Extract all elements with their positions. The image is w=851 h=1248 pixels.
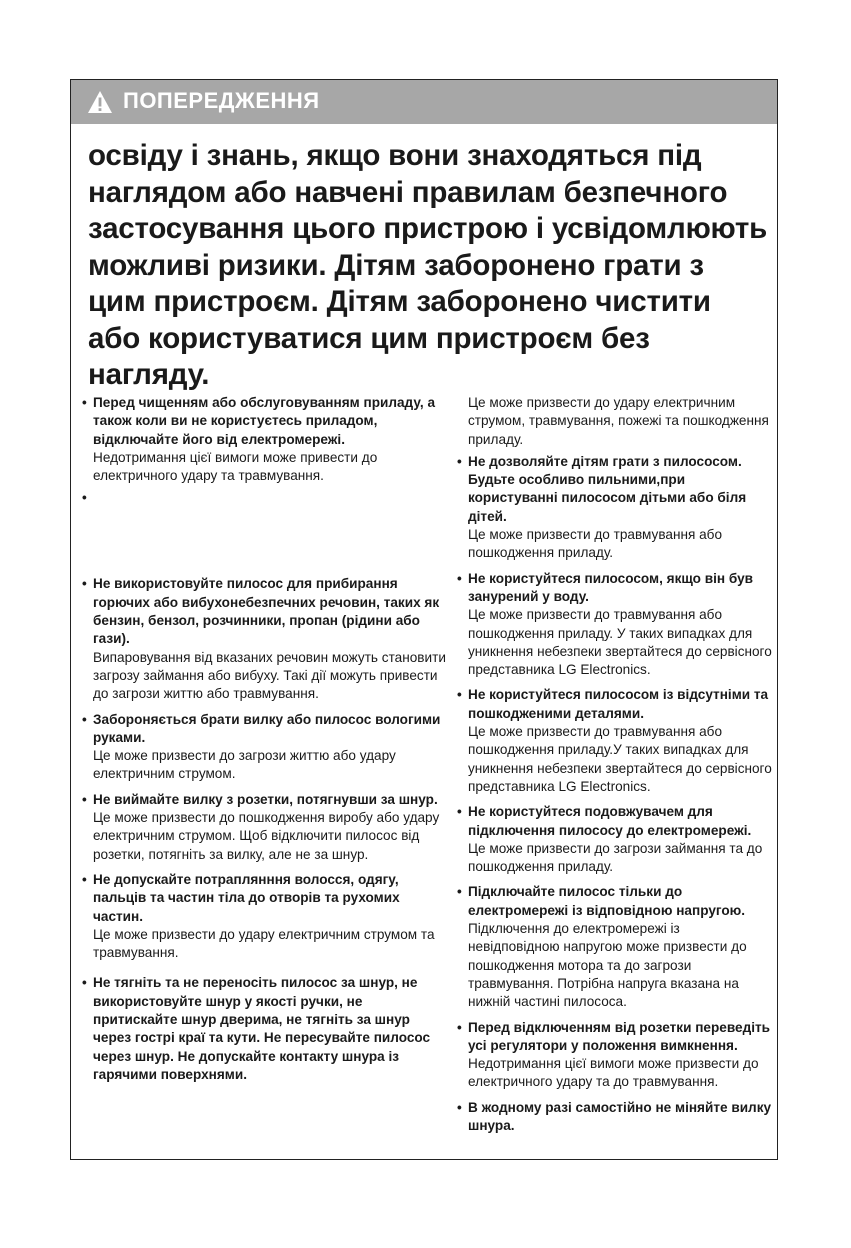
warning-triangle-icon xyxy=(87,90,113,114)
item-heading: Не користуйтеся подовжувачем для підключення пилососу до електромережі. xyxy=(468,804,752,838)
item-heading: Перед чищенням або обслуговуванням приладу, а також коли ви не користуєтесь приладом, відключайте його від електромережі. xyxy=(93,395,436,447)
item-text: Це може призвести до удару електричним струмом та травмування. xyxy=(93,926,435,961)
item-text: Випаровування від вказаних речовин можуть становити загрозу займання або вибуху. Такі дії можуть привести до загрози життю або травмування. xyxy=(93,649,446,702)
bullet: • xyxy=(457,1099,462,1115)
item-heading: Забороняється брати вилку або пилосос вологими руками. xyxy=(93,711,441,745)
bullet: • xyxy=(82,395,87,410)
warning-item xyxy=(81,575,446,703)
bullet: • xyxy=(82,576,87,592)
item-text: Це може призвести до загрози займання та до пошкодження приладу. xyxy=(468,840,763,875)
warning-item xyxy=(81,871,446,962)
banner-title: ПОПЕРЕДЖЕННЯ xyxy=(123,88,320,113)
right-column xyxy=(456,394,774,1142)
item-heading: В жодному разі самостійно не міняйте вилку шнура. xyxy=(468,1099,772,1133)
item-text: Недотримання цієї вимоги може призвести до електричного удару та до травмування. xyxy=(468,1056,759,1090)
item-heading: Перед відключенням від розетки переведіть усі регулятори у положення вимкнення. xyxy=(468,1019,771,1053)
item-heading: Не користуйтеся пилососом із відсутніми та пошкодженими деталями. xyxy=(468,687,769,721)
item-text: Це може призвести до удару електричним струмом, травмування, пожежі та пошкодження приладу. xyxy=(468,395,769,447)
bullet: • xyxy=(457,804,462,820)
item-text: Недотримання цієї вимоги може привести до електричного удару та травмування. xyxy=(93,449,378,484)
bullet: • xyxy=(457,687,462,703)
item-heading: Не допускайте потраплянння волосся, одягу, пальців та частин тіла до отворів та рухомих частин. xyxy=(93,871,400,924)
left-column xyxy=(81,394,446,1091)
item-heading: Не тягніть та не переносіть пилосос за шнур, не використовуйте шнур у якості ручки, не притискайте шнур дверима, не тягніть за шнур через гострі краї та кути. Не пересувайте пилосос через шнур. Не допускайте контакту шнура із гарячими поверхнями. xyxy=(93,975,431,1082)
item-heading: Не використовуйте пилосос для прибирання горючих або вибухонебезпечних речовин, таких як бензин, бензол, розчинники, пропан (рідини або гази). xyxy=(93,576,440,647)
warning-item xyxy=(81,711,446,784)
bullet: • xyxy=(82,975,87,991)
item-heading: Не дозволяйте дітям грати з пилососом. Будьте особливо пильними,при користуванні пилососом дітьми або біля дітей. xyxy=(468,453,747,524)
bullet: • xyxy=(82,711,87,727)
warning-item xyxy=(81,394,446,485)
bullet: • xyxy=(82,490,87,506)
bullet: • xyxy=(457,453,462,469)
item-text: Це може призвести до пошкодження виробу або удару електричним струмом. Щоб відключити пилосос від розетки, потягніть за вилку, але не за шнур. xyxy=(93,810,440,862)
continued-text xyxy=(456,394,774,449)
item-text: Це може призвести до травмування або пошкодження приладу. У таких випадках для уникнення небезпеки звертайтеся до сервісного представника LG Electronics. xyxy=(468,607,772,678)
item-text: Це може призвести до травмування або пошкодження приладу. xyxy=(468,527,723,561)
bullet: • xyxy=(82,791,87,807)
bullet: • xyxy=(82,871,87,887)
warning-item xyxy=(456,1099,774,1136)
warning-item xyxy=(81,974,446,1084)
warning-section xyxy=(70,79,778,1160)
warning-item xyxy=(456,570,774,680)
warning-item xyxy=(456,1019,774,1092)
item-text: Це може призвести до травмування або пошкодження приладу.У таких випадках для уникнення небезпеки звертайтеся до сервісного представника LG Electronics. xyxy=(468,724,772,794)
item-heading: Не користуйтеся пилососом, якщо він був занурений у воду. xyxy=(468,570,754,604)
item-text: Підключення до електромережі із невідповідною напругою може призвести до пошкодження мотора та до загрози травмування. Потрібна напруга вказана на нижній частині пилососа. xyxy=(468,921,747,1010)
item-heading: Підключайте пилосос тільки до електромережі із відповідною напругою. xyxy=(468,884,746,918)
warning-item xyxy=(456,686,774,796)
warning-item xyxy=(456,883,774,1011)
warning-item xyxy=(456,453,774,563)
warning-item xyxy=(81,791,446,864)
item-text: Це може призвести до загрози життю або удару електричним струмом. xyxy=(93,748,396,782)
intro-paragraph: освіду і знань, якщо вони знаходяться під наглядом або навчені правилам безпечного застосування цього пристрою і усвідомлюють можливі ризики. Дітям заборонено грати з цим пристроєм. Дітям заборонено чистити або користуватися цим пристроєм без нагляду. xyxy=(88,139,768,391)
warning-item-empty xyxy=(81,489,446,567)
warning-item xyxy=(456,803,774,876)
warning-banner xyxy=(71,80,777,124)
bullet: • xyxy=(457,1019,462,1035)
bullet: • xyxy=(457,884,462,900)
item-heading: Не виймайте вилку з розетки, потягнувши за шнур. xyxy=(93,791,438,807)
bullet: • xyxy=(457,570,462,586)
